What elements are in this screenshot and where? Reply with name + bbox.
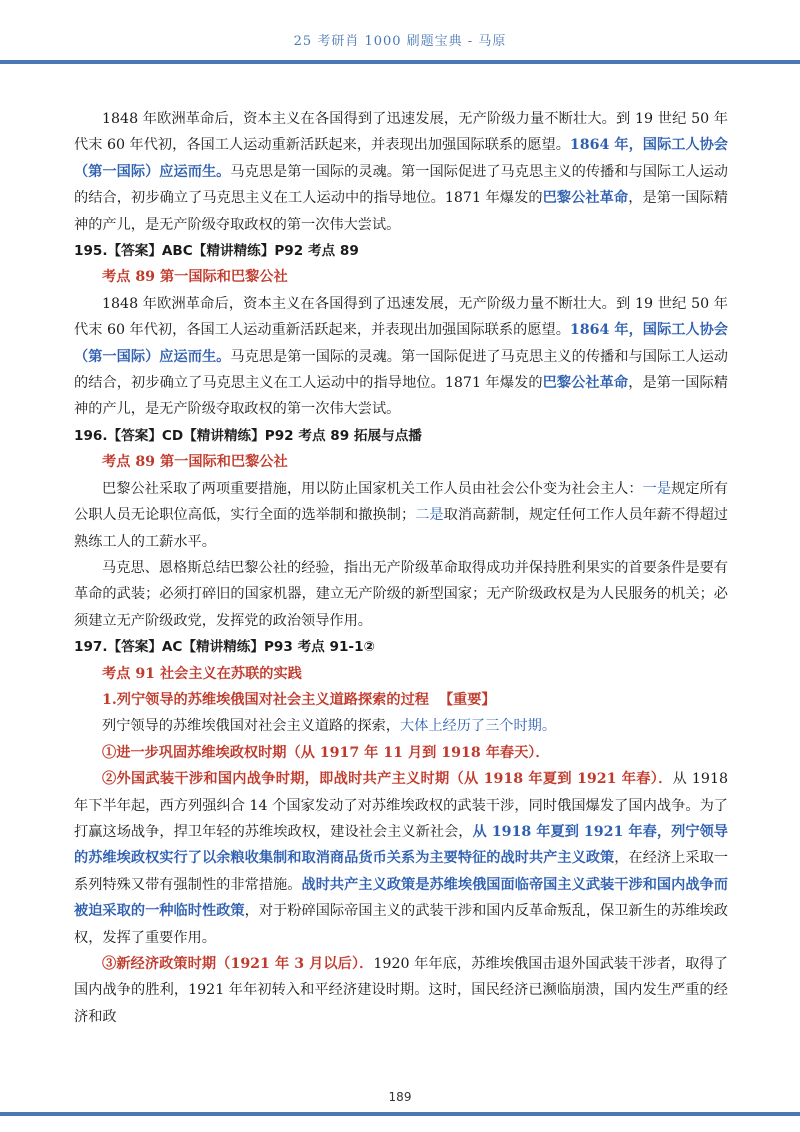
paragraph [74,476,728,555]
paragraph [74,713,728,739]
period-3: ③新经济政策时期（1921 年 3 月以后）． [102,956,374,972]
answer-197: 197.【答案】AC【精讲精练】P93 考点 91-1② [74,639,376,656]
highlight-text: 巴黎公社革命 [542,375,629,392]
period-1: ①进一步巩固苏维埃政权时期（从 1917 年 11 月到 1918 年春天）． [102,744,550,761]
highlight-text: 巴黎公社革命 [542,190,629,207]
paragraph: 马克思、恩格斯总结巴黎公社的经验，指出无产阶级革命取得成功并保持胜利果实的首要条件是要有革命的武装；必须打碎旧的国家机器，建立无产阶级的新型国家；无产阶级政权是为人民服务的机关；必须建立无产阶级政党，发挥党的政治领导作用。 [74,559,728,629]
paragraph [74,106,728,238]
text: 1920 年年底，苏维埃俄国击退外国武装干涉者，取得了国内战争的胜利，1921 年年初转入和平经济建设时期。这时，国民经济已濒临崩溃，国内发生严重的经济和政 [74,956,728,1025]
important-tag: 【重要】 [438,691,496,708]
period-2: ②外国武装干涉和国内战争时期，即战时共产主义时期（从 1918 年夏到 1921 年春）． [102,771,673,788]
text: 规定所有公职人员无论职位高低，实行全面的选举制和撤换制； [74,480,728,524]
text: 马克思是第一国际的灵魂。第一国际促进了马克思主义的传播和与国际工人运动的结合，初步确立了马克思主义在工人运动中的指导地位。1871 年爆发的 [74,348,728,392]
kaodian-heading: 考点 91 社会主义在苏联的实践 [102,665,302,682]
highlight-text: 战时共产主义政策是苏维埃俄国面临帝国主义武装干涉和国内战争而被迫采取的一种临时性政策 [74,876,728,920]
highlight-text: 1864 年，国际工人协会（第一国际）应运而生。 [74,322,728,365]
page-header: 25 考研肖 1000 刷题宝典 - 马原 [293,34,507,49]
text: 马克思是第一国际的灵魂。第一国际促进了马克思主义的传播和与国际工人运动的结合，初步确立了马克思主义在工人运动中的指导地位。1871 年爆发的 [74,163,728,207]
highlight-text: 1864 年，国际工人协会（第一国际）应运而生。 [74,137,728,180]
text: ，在经济上采取一系列特殊又带有强制性的非常措施。 [74,850,728,893]
subsection-heading [74,687,728,713]
text: 列宁领导的苏维埃俄国对社会主义道路的探索， [102,718,400,735]
highlight-text: 一是 [642,480,672,497]
text: 巴黎公社采取了两项重要措施，用以防止国家机关工作人员由社会公仆变为社会主人： [102,480,643,497]
highlight-text: 大体上经历了三个时期。 [399,718,557,735]
answer-196: 196.【答案】CD【精讲精练】P92 考点 89 拓展与点播 [74,427,422,444]
highlight-text: 二是 [415,507,444,524]
text: 从 1918 年下半年起，西方列强纠合 14 个国家发动了对苏维埃政权的武装干涉，同时俄国爆发了国内战争。为了打赢这场战争，捍卫年轻的苏维埃政权，建设社会主义新社会， [74,771,728,840]
header-rule [0,60,800,64]
subsection-title: 1.列宁领导的苏维埃俄国对社会主义道路探索的过程 [102,691,429,708]
text: 取消高薪制，规定任何工作人员年薪不得超过熟练工人的工薪水平。 [74,507,728,550]
text: 1848 年欧洲革命后，资本主义在各国得到了迅速发展，无产阶级力量不断壮大。到 19 世纪 50 年代末 60 年代初，各国工人运动重新活跃起来，并表现出加强国际联系的愿望。 [74,295,728,339]
highlight-text: 从 1918 年夏到 1921 年春，列宁领导的苏维埃政权实行了以余粮收集制和取消商品货币关系为主要特征的战时共产主义政策 [74,823,728,867]
answer-195: 195.【答案】ABC【精讲精练】P92 考点 89 [74,243,359,260]
text: ，是第一国际精神的产儿，是无产阶级夺取政权的第一次伟大尝试。 [74,375,728,418]
text: ，对于粉碎国际帝国主义的武装干涉和国内反革命叛乱，保卫新生的苏维埃政权，发挥了重要作用。 [74,903,728,946]
page-number: 189 [388,1090,412,1104]
paragraph [74,951,728,1030]
kaodian-heading: 考点 89 第一国际和巴黎公社 [102,454,288,471]
footer-rule [0,1112,800,1116]
kaodian-heading: 考点 89 第一国际和巴黎公社 [102,269,288,286]
page-content [74,106,728,1030]
text: ，是第一国际精神的产儿，是无产阶级夺取政权的第一次伟大尝试。 [74,190,728,233]
paragraph [74,766,728,951]
paragraph [74,291,728,423]
text: 1848 年欧洲革命后，资本主义在各国得到了迅速发展，无产阶级力量不断壮大。到 19 世纪 50 年代末 60 年代初，各国工人运动重新活跃起来，并表现出加强国际联系的愿望。 [74,111,728,154]
